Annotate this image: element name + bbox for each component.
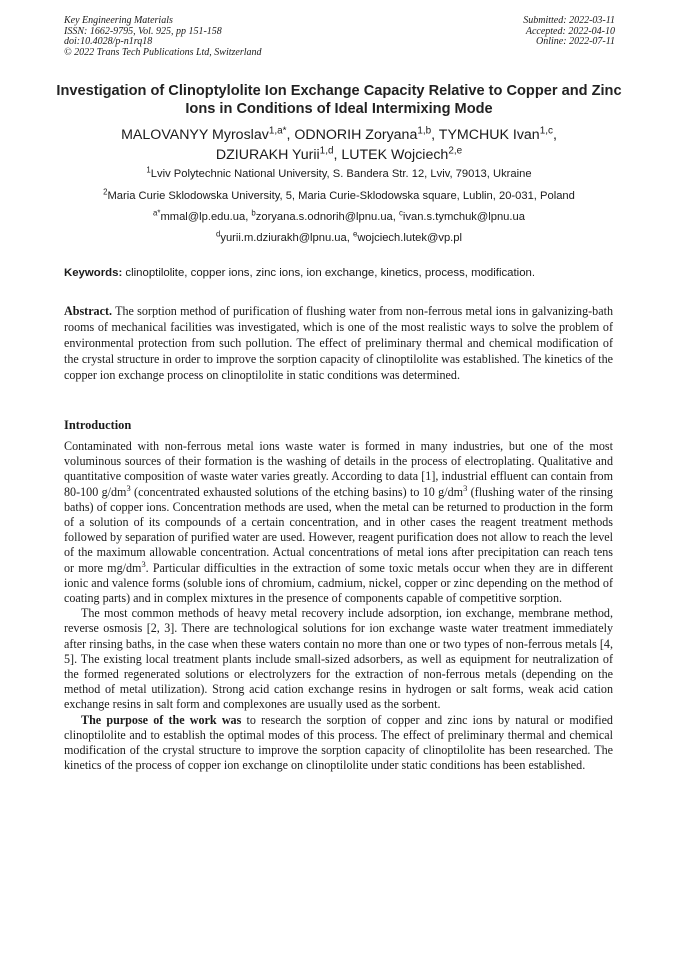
- email-link[interactable]: yurii.m.dziurakh@lpnu.ua: [220, 232, 347, 244]
- author-sup: 1,d: [319, 145, 334, 157]
- paragraph-text: . Particular difficulties in the extraction of some toxic metals occur when they are in different ionic and valence forms (soluble ions of chromium, cadmium, nickel, copper or zinc depending on the method of coating parts) and in complex mixtures in the presence of components capable of competitive sorption.: [64, 560, 613, 606]
- superscript: 3: [463, 482, 468, 493]
- abstract-text: The sorption method of purification of flushing water from non-ferrous metal ions in galvanizing-bath rooms of mechanical facilities was investigated, which is one of the most realistic ways to solve the problem of environmental protection from such pollution. The effect of preliminary thermal and chemical modification of the crystal structure in order to improve the sorption capacity of clinoptilolite was established. The kinetics of the copper ion exchange process on clinoptilolite in static conditions was determined.: [64, 304, 613, 383]
- paragraph-text: (flushing water of the rinsing baths) of copper ions. Concentration methods are used, when the metal can be returned to production in the form of a solution of its compounds of a certain concentration, and in other cases the reagent treatment methods followed by separation of purified water are used. However, reagent purification does not allow to reach the level of the maximum allowable concentration. Actual concentrations of metal ions after precipitation can reach tens or more mg/dm: [64, 484, 613, 575]
- abstract-label: Abstract.: [64, 304, 113, 318]
- paragraph: [64, 606, 613, 712]
- email-sup: d: [216, 229, 221, 239]
- email-link[interactable]: ivan.s.tymchuk@lpnu.ua: [402, 211, 525, 223]
- author-sup: 1,c: [539, 125, 553, 137]
- affiliation-sup: 1: [146, 165, 151, 175]
- email-line-2: $^d$yurii.m.dziurakh@lpnu.ua, $^e$wojciech.lutek@vp.pl: [216, 229, 462, 244]
- email-sup: a*: [153, 208, 161, 218]
- keywords: [64, 266, 624, 280]
- superscript: 3: [141, 558, 146, 569]
- email-link[interactable]: mmal@lp.edu.ua: [160, 211, 246, 223]
- submitted-date: Submitted: 2022-03-11: [523, 15, 615, 26]
- email-link[interactable]: zoryana.s.odnorih@lpnu.ua: [255, 211, 393, 223]
- affiliation-2: [56, 189, 622, 203]
- affiliation-text: Maria Curie Sklodowska University, 5, Maria Curie-Sklodowska square, Lublin, 20-031, Poland: [107, 190, 575, 202]
- author-name: DZIURAKH Yurii: [215, 147, 320, 163]
- paragraph-text: to research the sorption of copper and zinc ions by natural or modified clinoptilolite and to establish the optimal modes of this process. The effect of preliminary thermal and chemical modification of the crystal structure to improve the sorption capacity of clinoptilolite has been researched. The kinetics of the process of copper ion exchange on clinoptilolite under static conditions has been established.: [64, 712, 613, 773]
- journal-header: [64, 16, 262, 58]
- abstract: [64, 303, 613, 383]
- accepted-date: Accepted: 2022-04-10: [525, 25, 615, 37]
- paper-title: Investigation of Clinoptylolite Ion Exchange Capacity Relative to Copper and Zinc Ions in Conditions of Ideal Intermixing Mode: [56, 83, 622, 117]
- author-name: LUTEK Wojciech: [341, 147, 449, 163]
- purpose-label: The purpose of the work was: [81, 712, 242, 727]
- keywords-label: Keywords:: [64, 267, 123, 279]
- journal-name: Key Engineering Materials: [64, 15, 173, 26]
- introduction-body: [64, 439, 613, 773]
- author-sup: 1,a*: [268, 125, 287, 137]
- online-date: Online: 2022-07-11: [536, 36, 615, 48]
- doi-line: doi:10.4028/p-n1rq18: [64, 36, 153, 48]
- paragraph: [64, 713, 613, 774]
- email-sup: e: [352, 229, 358, 239]
- paragraph-text: Contaminated with non-ferrous metal ions waste water is formed in many industries, but one of the most voluminous sources of their formation is the washing of details in the process of electroplating. Qualitative and quantitative composition of waste water varies greatly. According to data [1], industrial effluent can contain from 80-100 g/dm: [64, 439, 613, 499]
- issn-line: ISSN: 1662-9795, Vol. 925, pp 151-158: [64, 25, 222, 37]
- email-sup: b: [251, 208, 256, 218]
- email-sup: c: [398, 208, 403, 218]
- dates-header: [523, 16, 615, 48]
- author-name: TYMCHUK Ivan: [438, 127, 540, 143]
- affiliation-text: Lviv Polytechnic National University, S. Bandera Str. 12, Lviv, 79013, Ukraine: [150, 168, 532, 180]
- paragraph: [64, 439, 613, 606]
- affiliation-1: [56, 167, 622, 181]
- author-name: MALOVANYY Myroslav: [121, 127, 269, 143]
- superscript: 3: [126, 482, 131, 493]
- author-list: MALOVANYY Myroslav$^{1,a*}$, ODNORIH Zoryana$^{1,b}$, TYMCHUK Ivan$^{1,c}$, DZIURAKH Yurii$^{1,d}$, LUTEK Wojciech$^{2,e}$: [121, 125, 557, 163]
- paragraph-text: (concentrated exhausted solutions of the etching basins) to 10 g/dm: [130, 484, 464, 499]
- author-name: ODNORIH Zoryana: [294, 127, 418, 143]
- paragraph-text: The most common methods of heavy metal recovery include adsorption, ion exchange, membrane method, reverse osmosis [2, 3]. There are technological solutions for ion exchange waste water treatment immediately after rinsing baths, in the case when these waters contain no more than one or two types of non-ferrous metals [4, 5]. The existing local treatment plants include small-sized adsorbers, as well as equipment for neutralization of the formed regenerated solutions or electrolyzers for the extraction of non-ferrous metals (depending on the method of metal utilization). Strong acid cation exchange resins in hydrogen or salt forms, weak acid cation exchange resins in salt form and complexones are usually used as the sorbent.: [64, 606, 613, 712]
- affiliation-sup: 2: [103, 187, 108, 197]
- section-heading-introduction: Introduction: [64, 418, 132, 432]
- keywords-text: clinoptilolite, copper ions, zinc ions, ion exchange, kinetics, process, modification.: [125, 267, 536, 279]
- email-link[interactable]: wojciech.lutek@vp.pl: [357, 232, 462, 244]
- author-sup: 1,b: [417, 125, 432, 137]
- author-sup: 2,e: [448, 145, 463, 157]
- copyright-line: © 2022 Trans Tech Publications Ltd, Switzerland: [64, 46, 262, 58]
- email-line-1: $^{a*}$mmal@lp.edu.ua, $^b$zoryana.s.odnorih@lpnu.ua, $^c$ivan.s.tymchuk@lpnu.ua: [153, 208, 525, 223]
